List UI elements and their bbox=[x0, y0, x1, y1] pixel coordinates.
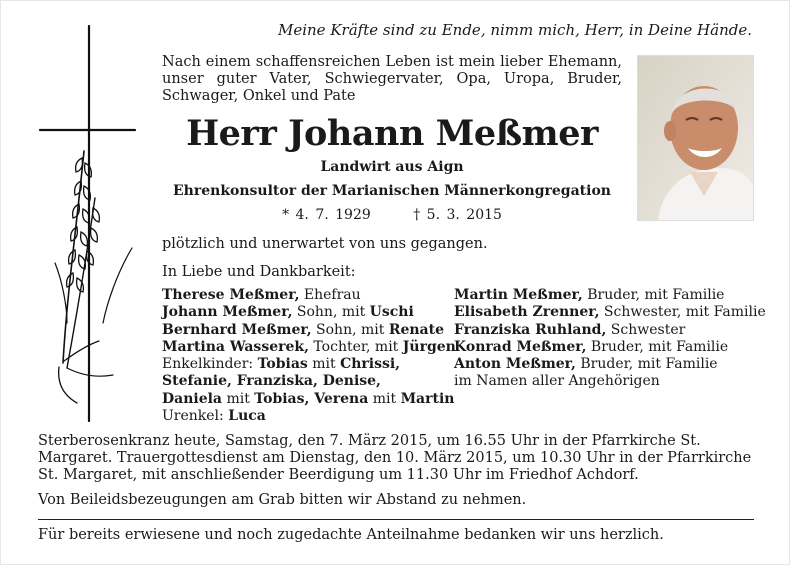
mourner-line: Elisabeth Zrenner, Schwester, mit Familie bbox=[454, 304, 766, 321]
occupation: Landwirt aus Aign bbox=[320, 159, 464, 175]
mourner-line: Martina Wasserek, Tochter, mit Jürgen bbox=[162, 338, 456, 355]
mourner-line: Urenkel: Luca bbox=[162, 408, 266, 425]
mourner-line: Franziska Ruhland, Schwester bbox=[454, 321, 686, 338]
mourner-line: Bernhard Meßmer, Sohn, mit Renate bbox=[162, 321, 444, 338]
mourner-line: im Namen aller Angehörigen bbox=[454, 373, 660, 390]
deceased-name: Herr Johann Meßmer bbox=[186, 113, 598, 154]
honorary-title: Ehrenkonsultor der Marianischen Männerkongregation bbox=[173, 183, 611, 199]
mourner-line: Konrad Meßmer, Bruder, mit Familie bbox=[454, 338, 729, 355]
life-dates bbox=[162, 207, 622, 223]
mourner-line: Martin Meßmer, Bruder, mit Familie bbox=[454, 287, 725, 303]
intro-text: Nach einem schaffensreichen Leben ist mein lieber Ehemann, unser guter Vater, Schwiegervater, Opa, Uropa, Bruder, Schwager, Onkel und Pate bbox=[162, 54, 622, 104]
birth-date: * 4. 7. 1929 bbox=[282, 207, 371, 223]
mourner-line: Therese Meßmer, Ehefrau bbox=[162, 287, 361, 303]
portrait-photo bbox=[637, 55, 754, 221]
mourner-line: Stefanie, Franziska, Denise, bbox=[162, 373, 381, 390]
motto: Meine Kräfte sind zu Ende, nimm mich, Herr, in Deine Hände. bbox=[277, 21, 752, 39]
mourner-line: Johann Meßmer, Sohn, mit Uschi bbox=[162, 304, 414, 321]
closing-thanks: Für bereits erwiesene und noch zugedachte Anteilnahme bedanken wir uns herzlich. bbox=[38, 527, 664, 543]
death-date: † 5. 3. 2015 bbox=[413, 207, 502, 223]
thanks-intro: In Liebe und Dankbarkeit: bbox=[162, 264, 356, 280]
divider bbox=[38, 519, 754, 520]
cross-with-wheat-icon bbox=[37, 23, 149, 423]
funeral-info: Sterberosenkranz heute, Samstag, den 7. März 2015, um 16.55 Uhr in der Pfarrkirche St. Margaret. Trauergottesdienst am Dienstag, den 10. März 2015, um 10.30 Uhr in der Pfarrkirche St. Margaret, mit anschließender Beerdigung um 11.30 Uhr im Friedhof Achdorf. bbox=[38, 433, 752, 483]
mourner-line: Anton Meßmer, Bruder, mit Familie bbox=[454, 356, 718, 373]
condolence-note: Von Beileidsbezeugungen am Grab bitten wir Abstand zu nehmen. bbox=[38, 492, 527, 508]
mourner-line: Enkelkinder: Tobias mit Chrissi, bbox=[162, 356, 401, 373]
passing-text: plötzlich und unerwartet von uns gegangen. bbox=[162, 236, 488, 252]
mourners-right bbox=[454, 287, 766, 391]
mourners-left bbox=[162, 287, 456, 425]
mourner-line: Daniela mit Tobias, Verena mit Martin bbox=[162, 390, 455, 407]
